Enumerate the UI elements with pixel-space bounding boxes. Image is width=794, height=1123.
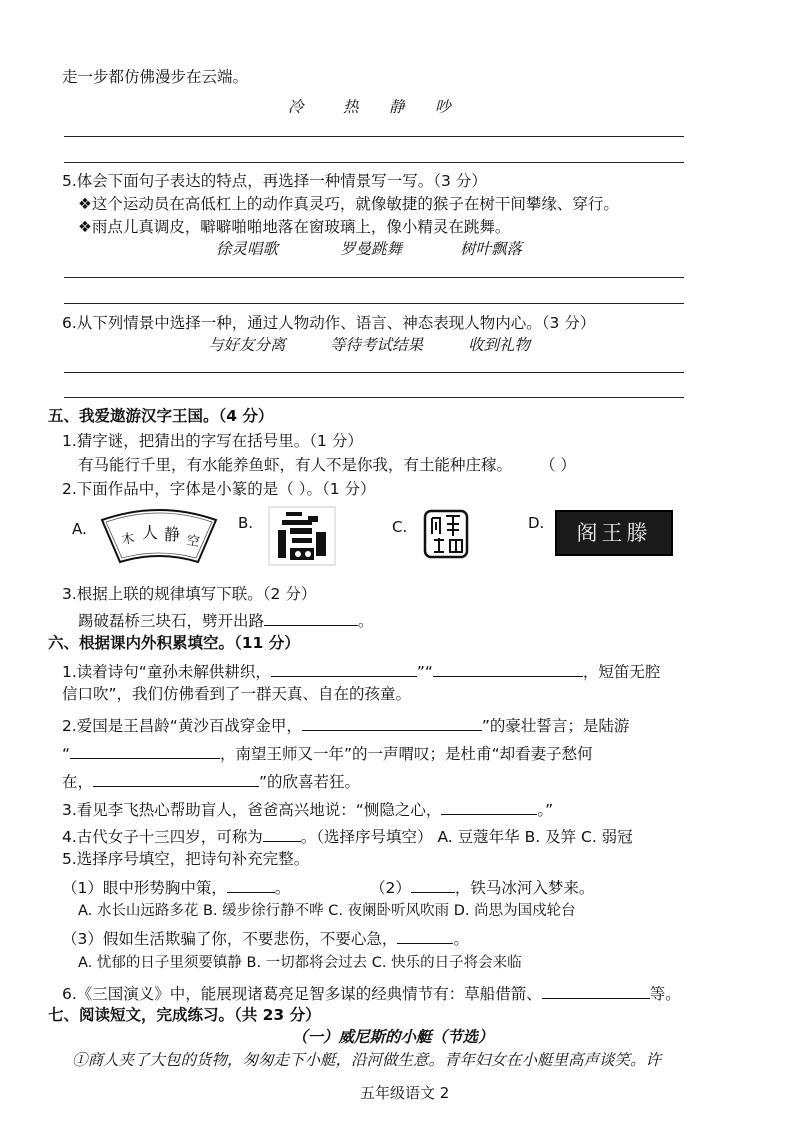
s5-question-3-title: 3.根据上联的规律填写下联。（2 分） bbox=[62, 585, 317, 603]
s6-q4-line: 4.古代女子十三四岁，可称为 。（选择序号填空） A. 豆蔻年华 B. 及笄 C. 弱冠 bbox=[62, 823, 633, 848]
option-b-label[interactable]: B. bbox=[238, 514, 254, 532]
couplet-line: 踢破磊桥三块石，劈开出路 。 bbox=[78, 607, 374, 632]
print-font-text: 阁王滕 bbox=[576, 521, 652, 545]
poem-blank-1[interactable] bbox=[271, 658, 417, 677]
plot-blank[interactable] bbox=[542, 980, 650, 999]
section-6-title: 六、根据课内外积累填空。（11 分） bbox=[48, 634, 300, 652]
s6-q2-line3: 在， ”的欣喜若狂。 bbox=[62, 768, 360, 793]
s6-q2-line2: “ ，南望王师又一年”的一声喟叹；是杜甫“却看妻子愁何 bbox=[62, 740, 593, 765]
couplet-blank[interactable] bbox=[264, 607, 358, 626]
section-5-title: 五、我爱遨游汉字王国。（4 分） bbox=[48, 407, 274, 425]
idiom-blank[interactable] bbox=[441, 796, 537, 815]
s6-q6-line: 6.《三国演义》中，能展现诸葛亮足智多谋的经典情节有：草船借箭、 等。 bbox=[62, 980, 681, 1005]
page-footer: 五年级语文 2 bbox=[360, 1084, 450, 1102]
s6-q1-line2: 信口吹”，我们仿佛看到了一群天真、自在的孩童。 bbox=[62, 685, 412, 703]
passage-paragraph-1: ①商人夹了大包的货物，匆匆走下小艇，沿河做生意。青年妇女在小艇里高声谈笑。许 bbox=[72, 1051, 662, 1069]
svg-text:空: 空 bbox=[185, 533, 201, 551]
word-noisy: 吵 bbox=[435, 98, 451, 116]
option-d-label[interactable]: D. bbox=[528, 514, 545, 532]
s6-q3-line: 3.看见李飞热心帮助盲人，爸爸高兴地说：“恻隐之心， 。” bbox=[62, 796, 553, 821]
s6-q2-line1: 2.爱国是王昌龄“黄沙百战穿金甲， ”的豪壮誓言；是陆游 bbox=[62, 712, 629, 737]
poem-choice-blank-2[interactable] bbox=[411, 874, 455, 893]
word-quiet: 静 bbox=[389, 98, 405, 116]
small-seal-script-image[interactable] bbox=[422, 508, 470, 564]
poem-choice-blank-3[interactable] bbox=[397, 925, 453, 944]
section-7-title: 七、阅读短文，完成练习。（共 23 分） bbox=[48, 1006, 321, 1024]
answer-line[interactable] bbox=[64, 136, 684, 137]
svg-text:人: 人 bbox=[142, 523, 159, 542]
option-a-label[interactable]: A. bbox=[72, 520, 87, 538]
scene-choice-3: 收到礼物 bbox=[468, 336, 531, 354]
passage-title: （一）威尼斯的小艇（节选） bbox=[292, 1027, 494, 1046]
example-sentence-1: ❖这个运动员在高低杠上的动作真灵巧，就像敏捷的猴子在树干间攀缘、穿行。 bbox=[78, 195, 619, 213]
example-sentence-2: ❖雨点儿真调皮，噼噼啪啪地落在窗玻璃上，像小精灵在跳舞。 bbox=[78, 218, 511, 236]
riddle-answer-paren[interactable]: （ ） bbox=[540, 456, 576, 474]
question-6-title: 6.从下列情景中选择一种，通过人物动作、语言、神态表现人物内心。（3 分） bbox=[62, 314, 596, 332]
scene-choice-2: 等待考试结果 bbox=[330, 336, 424, 354]
answer-line[interactable] bbox=[64, 162, 684, 163]
word-cold: 冷 bbox=[288, 98, 304, 116]
s6-q5-options-2: A. 忧郁的日子里须要镇静 B. 一切都将会过去 C. 快乐的日子将会来临 bbox=[78, 955, 522, 971]
s6-q5-row1: （1）眼中形势胸中策， 。 bbox=[62, 874, 290, 899]
s6-q5-row3: （3）假如生活欺骗了你，不要悲伤，不要心急， 。 bbox=[62, 925, 469, 950]
print-font-image[interactable] bbox=[555, 510, 673, 556]
s6-q1-line1: 1.读着诗句“童孙未解供耕织， ”“ ，短笛无腔 bbox=[62, 658, 660, 683]
scene-choice-1: 徐灵唱歌 bbox=[216, 240, 279, 258]
age-term-blank[interactable] bbox=[263, 823, 301, 842]
s5-question-2-title: 2.下面作品中，字体是小篆的是（ ）。（1 分） bbox=[62, 480, 376, 498]
s6-q5-title: 5.选择序号填空，把诗句补充完整。 bbox=[62, 850, 310, 868]
svg-text:静: 静 bbox=[164, 525, 181, 544]
answer-line[interactable] bbox=[64, 277, 684, 278]
s6-q5-options-1: A. 水长山远路多花 B. 缓步徐行静不哗 C. 夜阑卧听风吹雨 D. 尚思为国戍轮台 bbox=[78, 903, 576, 919]
seal-character-image[interactable] bbox=[268, 506, 338, 572]
option-c-label[interactable]: C. bbox=[392, 518, 408, 536]
word-hot: 热 bbox=[343, 98, 359, 116]
poem-blank-4[interactable] bbox=[70, 740, 220, 759]
question-5-title: 5.体会下面句子表达的特点，再选择一种情景写一写。（3 分） bbox=[62, 172, 487, 190]
s5-riddle-text: 有马能行千里，有水能养鱼虾，有人不是你我，有土能种庄稼。 bbox=[78, 456, 513, 474]
s5-question-1-title: 1.猜字谜，把猜出的字写在括号里。（1 分） bbox=[62, 432, 363, 450]
answer-line[interactable] bbox=[64, 372, 684, 373]
poem-blank-2[interactable] bbox=[433, 658, 583, 677]
scene-choice-3: 树叶飘落 bbox=[460, 240, 523, 258]
svg-text:木: 木 bbox=[120, 531, 136, 548]
scene-choice-1: 与好友分离 bbox=[208, 336, 286, 354]
answer-line[interactable] bbox=[64, 303, 684, 304]
poem-blank-3[interactable] bbox=[302, 712, 482, 731]
answer-line[interactable] bbox=[64, 397, 684, 398]
poem-blank-5[interactable] bbox=[93, 768, 259, 787]
poem-choice-blank-1[interactable] bbox=[227, 874, 275, 893]
scene-choice-2: 罗曼跳舞 bbox=[340, 240, 403, 258]
continued-text: 走一步都仿佛漫步在云端。 bbox=[62, 68, 249, 86]
s6-q5-row1-part2: （2） ，铁马冰河入梦来。 bbox=[370, 874, 594, 899]
fan-calligraphy-image[interactable] bbox=[98, 506, 220, 570]
